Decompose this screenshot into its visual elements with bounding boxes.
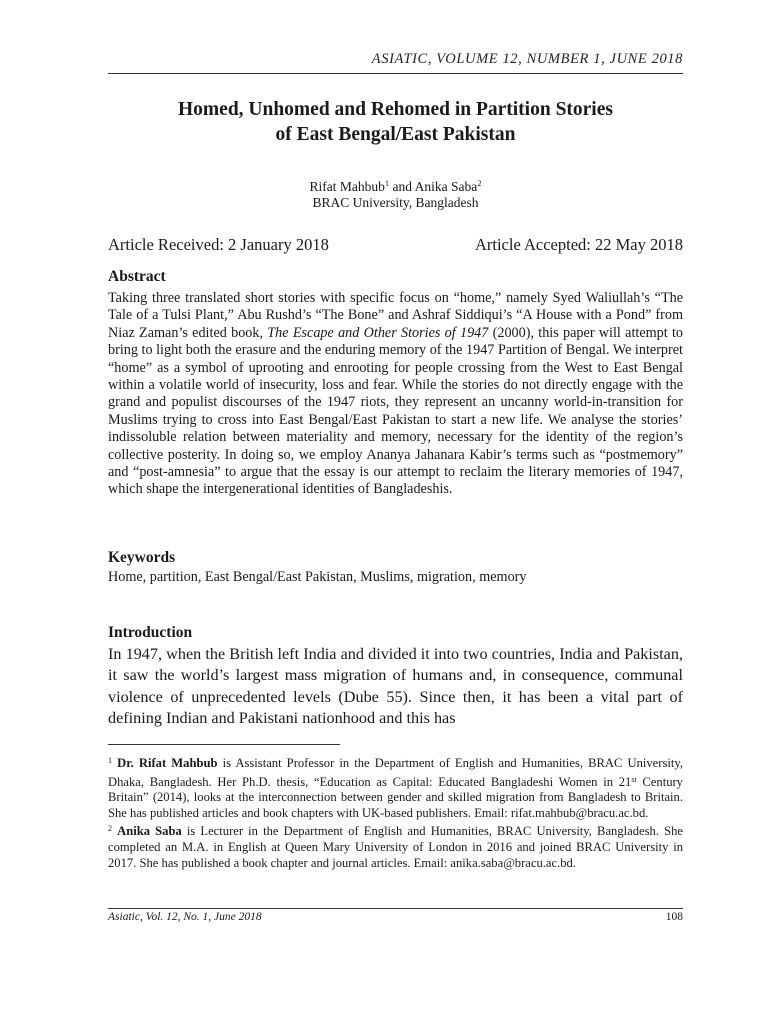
title-line-1: Homed, Unhomed and Rehomed in Partition Stories [178, 99, 613, 120]
introduction-heading: Introduction [108, 624, 193, 641]
footnote-1-text-b: Century Britain” (2014), looks at the interconnection between gender and skilled migration from Bangladesh to Britain. She has published articles and book chapters with UK-based publishers. Email: rifat.mahbub@bracu.ac.bd. [108, 774, 683, 820]
author-line [108, 175, 683, 195]
footnote-1-name: Dr. Rifat Mahbub [117, 756, 218, 770]
running-head: ASIATIC, VOLUME 12, NUMBER 1, JUNE 2018 [371, 51, 683, 67]
abstract-heading: Abstract [108, 268, 166, 285]
received-date: Article Received: 2 January 2018 [108, 235, 329, 254]
abstract-text-part-2: (2000), this paper will attempt to bring to light both the erasure and the enduring memory of the 1947 Partition of Bengal. We interpret “home” as a symbol of uprooting and enrooting for people crossing from the West to East Bengal within a volatile world of insecurity, loss and fear. While the stories do not directly engage with the grand and populist discourses of the 1947 riots, they represent an uncanny world-in-transition for Muslims trying to cross into East Bengal/East Pakistan to start a new life. We analyse the stories’ indissoluble relation between materiality and memory, necessary for the identity of the region’s collective posterity. In doing so, we employ Ananya Jahanara Kabir’s terms such as “postmemory” and “post-amnesia” to argue that the essay is our attempt to reclaim the literary memories of 1947, which shape the intergenerational identities of Bangladeshis. [108, 324, 683, 498]
footnote-2-name: Anika Saba [117, 824, 182, 839]
author-1: Rifat Mahbub [309, 179, 385, 194]
keywords-text: Home, partition, East Bengal/East Pakistan, Muslims, migration, memory [108, 569, 527, 585]
abstract-text-part-1: Taking three translated short stories with specific focus on “home,” namely Syed Waliullah’s “The Tale of a Tulsi Plant,” Abu Rushd’s “The Bone” and Ashraf Siddiqui’s “A House with a Pond” from Niaz Zaman’s edited book, [108, 290, 683, 341]
footnote-2-mark: 2 [108, 824, 112, 834]
footnote-1-mark: 1 [108, 756, 112, 765]
title-line-2: of East Bengal/East Pakistan [275, 124, 516, 145]
accepted-date: Article Accepted: 22 May 2018 [474, 235, 683, 254]
author-2: Anika Saba [414, 179, 478, 194]
keywords-heading: Keywords [108, 549, 176, 566]
footnote-rule [108, 744, 340, 745]
footnote-1 [108, 753, 683, 821]
header-rule [108, 73, 683, 74]
footnote-2-text: is Lecturer in the Department of English and Humanities, BRAC University, Bangladesh. She completed an M.A. in English at Queen Mary University of London in 2016 and joined BRAC University in 2017. She has published a book chapter and journal articles. Email: anika.saba@bracu.ac.bd. [108, 824, 683, 870]
introduction-text: In 1947, when the British left India and divided it into two countries, India and Pakistan, it saw the world’s largest mass migration of humans and, in consequence, communal violence of unprecedented levels (Dube 55). Since then, it has been a vital part of defining Indian and Pakistani nationhood and this has [108, 645, 683, 728]
author-block [108, 175, 683, 211]
author-1-footnote-mark[interactable]: 1 [384, 178, 390, 188]
article-title [108, 97, 683, 147]
author-conjunction: and [389, 179, 415, 194]
footnote-2 [108, 821, 683, 871]
footnote-1-ordinal: st [631, 774, 637, 784]
footer-journal: Asiatic, Vol. 12, No. 1, June 2018 [108, 911, 262, 923]
footer-rule [108, 908, 683, 909]
footnotes [108, 753, 683, 871]
abstract-text [108, 290, 683, 499]
article-dates [108, 235, 683, 255]
footnote-1-text-a: is Assistant Professor in the Department of English and Humanities, BRAC University, Dhaka, Bangladesh. Her Ph.D. thesis, “Education as Capital: Educated Bangladeshi Women in 21 [108, 756, 683, 789]
affiliation: BRAC University, Bangladesh [312, 195, 479, 210]
author-2-footnote-mark[interactable]: 2 [477, 178, 482, 188]
abstract-book-title: The Escape and Other Stories of 1947 [267, 324, 489, 341]
page-number: 108 [665, 911, 683, 923]
